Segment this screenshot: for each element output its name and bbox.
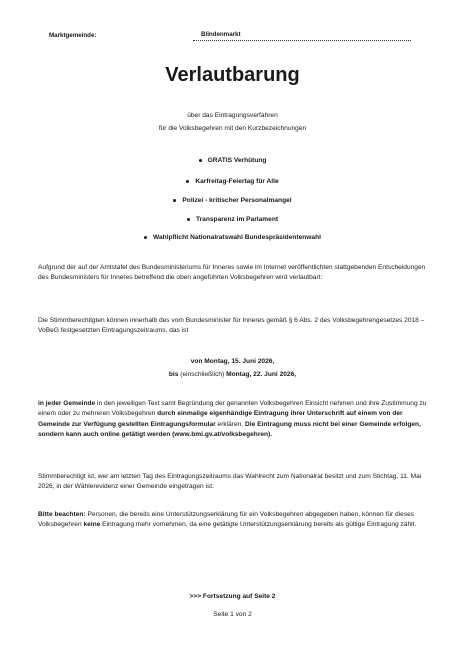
period-end: bis (einschließlich) Montag, 22. Juni 2026, bbox=[168, 371, 297, 378]
page-title: Verlautbarung bbox=[165, 64, 300, 86]
notice-paragraph: Bitte beachten: Personen, die bereits eine Unterstützungserklärung für ein Volksbegehren abgegeben haben, können für dieses Volksbegehren keine Eintragung mehr vornehmen, da eine getätigte Unterstützungserklärung bereits als gültige Eintragung zählt. bbox=[38, 511, 417, 529]
procedure-paragraph: in jeder Gemeinde in den jeweiligen Text samt Begründung der genannten Volksbegehren Einsicht nehmen und ihre Zustimmung zu einem oder zu mehreren Volksbegehren durch einmalige eigenhändige Eintragung ihrer Unterschrift auf einem von der Gemeinde zur Verfügung gestellten Eintragungsformular erklären. Die Eintragung muss nicht bei einer Gemeinde erfolgen, sondern kann auch online getätigt werden (www.bmi.gv.at/volksbegehren). bbox=[38, 400, 427, 439]
period-start: von Montag, 15. Juni 2026, bbox=[190, 358, 275, 365]
petition-item: GRATIS Verhütung bbox=[0, 157, 465, 164]
bullet-icon bbox=[186, 180, 189, 183]
municipality-name: Blindenmarkt bbox=[201, 31, 241, 38]
intro-paragraph: Aufgrund der auf der Amtstafel des Bundesministeriums für Inneres sowie im Internet veröffentlichten stattgebenden Entscheidungen des Bundesministers für Inneres betreffend die oben angeführten Volksbegehren wird verlautbart: bbox=[38, 264, 426, 282]
bullet-icon bbox=[144, 236, 147, 239]
petition-item: Transparenz im Parlament bbox=[0, 216, 465, 223]
subtitle-line-1: über das Eintragungsverfahren bbox=[187, 112, 278, 119]
municipality-dotted-line bbox=[193, 40, 411, 41]
header-row bbox=[49, 31, 411, 43]
petition-item: Wahlpflicht Nationalratswahl Bundespräsidentenwahl bbox=[0, 234, 465, 241]
continuation-note: >>> Fortsetzung auf Seite 2 bbox=[189, 593, 276, 600]
petition-item: Polizei - kritischer Personalmangel bbox=[0, 197, 465, 204]
bullet-icon bbox=[199, 159, 202, 162]
bullet-icon bbox=[173, 199, 176, 202]
subtitle-line-2: für die Volksbegehren mit den Kurzbezeichnungen bbox=[158, 125, 307, 132]
page-number: Seite 1 von 2 bbox=[213, 611, 252, 618]
petition-item: Karfreitag-Feiertag für Alle bbox=[0, 178, 465, 185]
bullet-icon bbox=[187, 218, 190, 221]
voting-right-paragraph: Stimmberechtigt ist, wer am letzten Tag des Eintragungszeitraums das Wahlrecht zum Nationalrat besitzt und zum Stichtag, 11. Mai 2026, in der Wählerevidenz einer Gemeinde eingetragen ist. bbox=[38, 473, 422, 491]
eligibility-paragraph: Die Stimmberechtigten können innerhalb des vom Bundesminister für Inneres gemäß § 6 Abs. 2 des Volksbegehrengesetzes 2018 – VoBeG festgesetzten Eintragungszeitraums, das ist bbox=[38, 317, 425, 335]
municipality-label: Marktgemeinde: bbox=[49, 32, 97, 39]
